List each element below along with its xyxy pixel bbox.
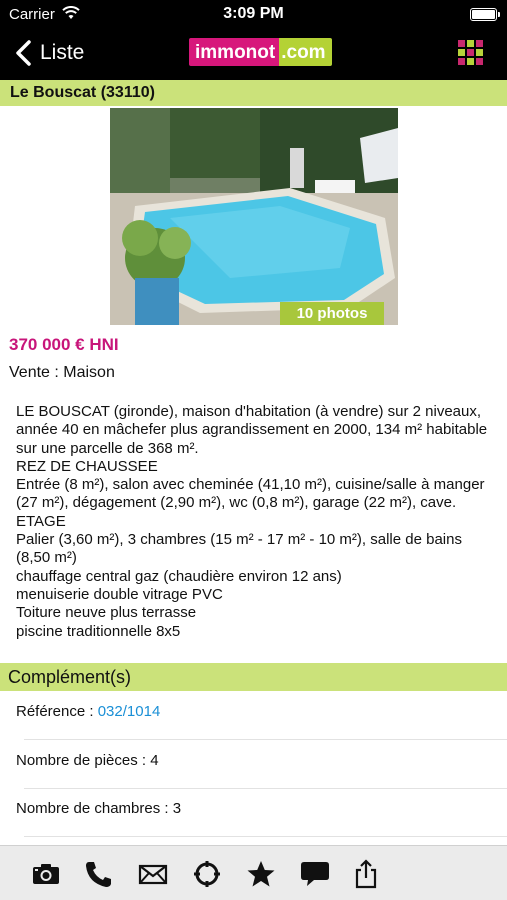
description-line: piscine traditionnelle 8x5 <box>16 622 181 640</box>
target-icon <box>192 859 222 889</box>
favorite-button[interactable] <box>245 858 277 890</box>
description-line: Entrée (8 m²), salon avec cheminée (41,10 m²), cuisine/salle à manger (27 m²), dégagement (2,90 m²), wc (0,8 m²), garage (22 m²), cave. <box>16 476 485 512</box>
row-divider <box>24 836 507 837</box>
carrier-label: Carrier <box>9 6 55 23</box>
reference-link[interactable]: 032/1014 <box>97 703 161 720</box>
description-line: chauffage central gaz (chaudière environ 12 ans) <box>16 567 342 585</box>
logo-text-domain: .com <box>279 38 331 66</box>
mail-icon <box>138 859 168 889</box>
share-icon <box>351 859 381 889</box>
phone-icon <box>84 859 114 889</box>
back-button[interactable] <box>14 38 84 68</box>
chat-icon <box>300 859 330 889</box>
reference-row <box>16 703 496 720</box>
photo-count-badge: 10 photos <box>280 302 384 325</box>
camera-button[interactable] <box>30 858 62 890</box>
description-line: Toiture neuve plus terrasse <box>16 604 197 622</box>
battery-icon <box>470 8 497 21</box>
bedrooms-row: Nombre de chambres : 3 <box>16 800 182 817</box>
listing-photo[interactable] <box>110 108 398 325</box>
description-line: menuiserie double vitrage PVC <box>16 585 223 603</box>
star-icon <box>246 859 276 889</box>
complements-heading-label: Complément(s) <box>8 666 132 687</box>
clock: 3:09 PM <box>223 5 284 22</box>
mail-button[interactable] <box>137 858 169 890</box>
locate-button[interactable] <box>191 858 223 890</box>
reference-label: Référence : <box>16 703 98 720</box>
immonot-logo <box>189 38 332 66</box>
logo-text-main: immonot <box>189 38 279 66</box>
description-line: REZ DE CHAUSSEE <box>16 457 158 475</box>
row-divider <box>24 788 507 789</box>
description-line: ETAGE <box>16 512 66 530</box>
complements-heading <box>0 663 507 691</box>
listing-type: Vente : Maison <box>9 364 115 381</box>
listing-title: Le Bouscat (33110) <box>10 84 155 101</box>
message-button[interactable] <box>299 858 331 890</box>
listing-price: 370 000 € HNI <box>9 335 119 354</box>
share-button[interactable] <box>350 858 382 890</box>
camera-icon <box>31 859 61 889</box>
listing-title-bar <box>0 80 507 106</box>
description-line: LE BOUSCAT (gironde), maison d'habitation (à vendre) sur 2 niveaux, année 40 en mâchefer plus agrandissement en 2000, 134 m² habitable sur une parcelle de 368 m². <box>16 403 488 457</box>
listing-description <box>16 403 496 641</box>
chevron-left-icon <box>14 39 32 67</box>
bottom-toolbar <box>0 845 507 900</box>
row-divider <box>24 739 507 740</box>
top-bar <box>0 0 507 80</box>
status-bar <box>0 0 507 28</box>
pool-photo-image <box>110 108 398 325</box>
phone-button[interactable] <box>83 858 115 890</box>
rooms-row: Nombre de pièces : 4 <box>16 752 159 769</box>
description-line: Palier (3,60 m²), 3 chambres (15 m² - 17 m² - 10 m²), salle de bains (8,50 m²) <box>16 531 462 567</box>
back-label: Liste <box>40 41 85 64</box>
menu-grid-icon[interactable] <box>458 40 483 65</box>
